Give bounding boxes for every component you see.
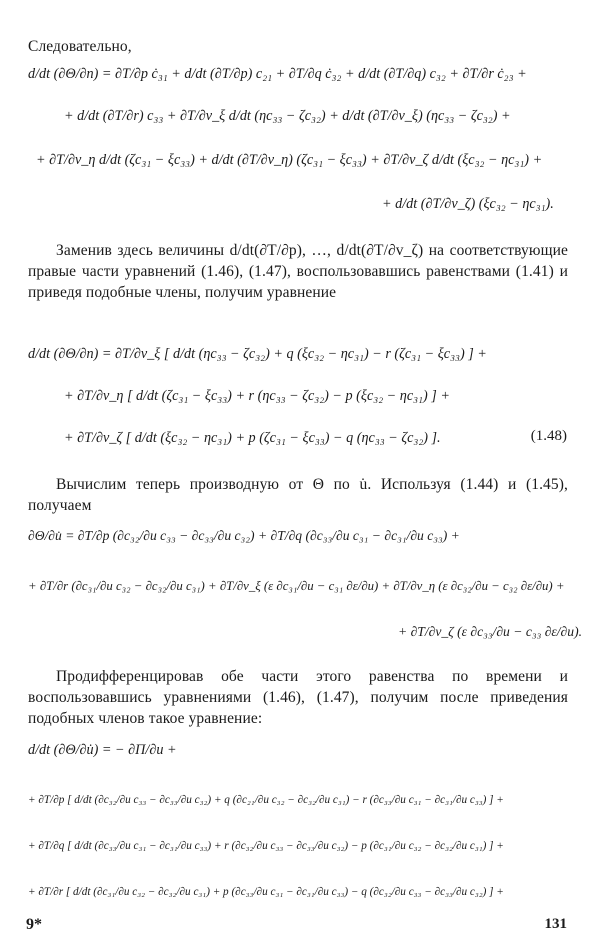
equation-3-line-3: + ∂T/∂v_ζ (ε ∂c₃₃/∂u − c₃₃ ∂ε/∂u). <box>398 624 582 639</box>
paragraph-therefore: Следовательно, <box>28 38 132 55</box>
page-number: 131 <box>544 916 567 932</box>
equation-1-line-3: + ∂T/∂v_η d/dt (ζc₃₁ − ξc₃₃) + d/dt (∂T/∂v_η) (ζc₃₁ − ξc₃₃) + ∂T/∂v_ζ d/dt (ξc₃₂ − ηc₃₁) + <box>36 152 543 168</box>
equation-3-line-2: + ∂T/∂r (∂c₃₁/∂u c₃₂ − ∂c₃₂/∂u c₃₁) + ∂T/∂v_ξ (ε ∂c₃₁/∂u − c₃₁ ∂ε/∂u) + ∂T/∂v_η (ε ∂c₃₂/∂u − c₃₂ ∂ε/∂u) + <box>28 579 565 593</box>
equation-4-line-4: + ∂T/∂r [ d/dt (∂c₃₁/∂u c₃₂ − ∂c₃₂/∂u c₃₁) + p (∂c₃₃/∂u c₃₁ − ∂c₃₁/∂u c₃₃) − q (∂c₃₂/∂u c₃₃ − ∂c₃₃/∂u c₃₂) ] + <box>28 886 504 898</box>
paragraph-differentiation: Продифференцировав обе части этого равенства по времени и воспользовавшись уравнениями (1.46), (1.47), получим после приведения подобных членов такое уравнение: <box>28 668 568 727</box>
equation-2-line-2: + ∂T/∂v_η [ d/dt (ζc₃₁ − ξc₃₃) + r (ηc₃₃ − ζc₃₂) − p (ξc₃₂ − ηc₃₁) ] + <box>64 388 450 404</box>
paragraph-substitution: Заменив здесь величины d/dt(∂T/∂p), …, d/dt(∂T/∂v_ζ) на соответствующие правые части уравнений (1.46), (1.47), воспользовавшись равенствами (1.41) и приведя подобные члены, получим уравнение <box>28 242 568 301</box>
equation-2-line-3: + ∂T/∂v_ζ [ d/dt (ξc₃₂ − ηc₃₁) + p (ζc₃₁ − ξc₃₃) − q (ηc₃₃ − ζc₃₂) ]. <box>64 430 441 446</box>
equation-1-line-2: + d/dt (∂T/∂r) c₃₃ + ∂T/∂v_ξ d/dt (ηc₃₃ − ζc₃₂) + d/dt (∂T/∂v_ξ) (ηc₃₃ − ζc₃₂) + <box>64 108 511 124</box>
equation-1-line-4: + d/dt (∂T/∂v_ζ) (ξc₃₂ − ηc₃₁). <box>382 196 554 212</box>
equation-1-line-1: d/dt (∂Θ/∂n) = ∂T/∂p ċ₃₁ + d/dt (∂T/∂p) c₂₁ + ∂T/∂q ċ₃₂ + d/dt (∂T/∂q) c₃₂ + ∂T/∂r ċ₂₃ + <box>28 66 527 82</box>
equation-4-line-1: d/dt (∂Θ/∂u̇) = − ∂Π/∂u + <box>28 742 177 758</box>
signature-mark: 9* <box>26 916 42 933</box>
equation-number-1-48: (1.48) <box>530 428 567 444</box>
equation-2-line-1: d/dt (∂Θ/∂n) = ∂T/∂v_ξ [ d/dt (ηc₃₃ − ζc₃₂) + q (ξc₃₂ − ηc₃₁) − r (ζc₃₁ − ξc₃₃) ] + <box>28 346 487 362</box>
equation-4-line-3: + ∂T/∂q [ d/dt (∂c₃₃/∂u c₃₁ − ∂c₃₁/∂u c₃₃) + r (∂c₃₂/∂u c₃₃ − ∂c₃₃/∂u c₃₂) − p (∂c₃₁/∂u c₃₂ − ∂c₃₂/∂u c₃₁) ] + <box>28 840 504 852</box>
paragraph-derivative: Вычислим теперь производную от Θ по u̇. Используя (1.44) и (1.45), получаем <box>28 476 568 514</box>
equation-4-line-2: + ∂T/∂p [ d/dt (∂c₃₂/∂u c₃₃ − ∂c₃₃/∂u c₃₂) + q (∂c₂₁/∂u c₃₂ − ∂c₃₂/∂u c₃₁) − r (∂c₃₃/∂u c₃₁ − ∂c₃₁/∂u c₃₃) ] + <box>28 794 504 806</box>
equation-3-line-1: ∂Θ/∂u̇ = ∂T/∂p (∂c₃₂/∂u c₃₃ − ∂c₃₃/∂u c₃₂) + ∂T/∂q (∂c₃₃/∂u c₃₁ − ∂c₃₁/∂u c₃₃) + <box>28 528 460 543</box>
